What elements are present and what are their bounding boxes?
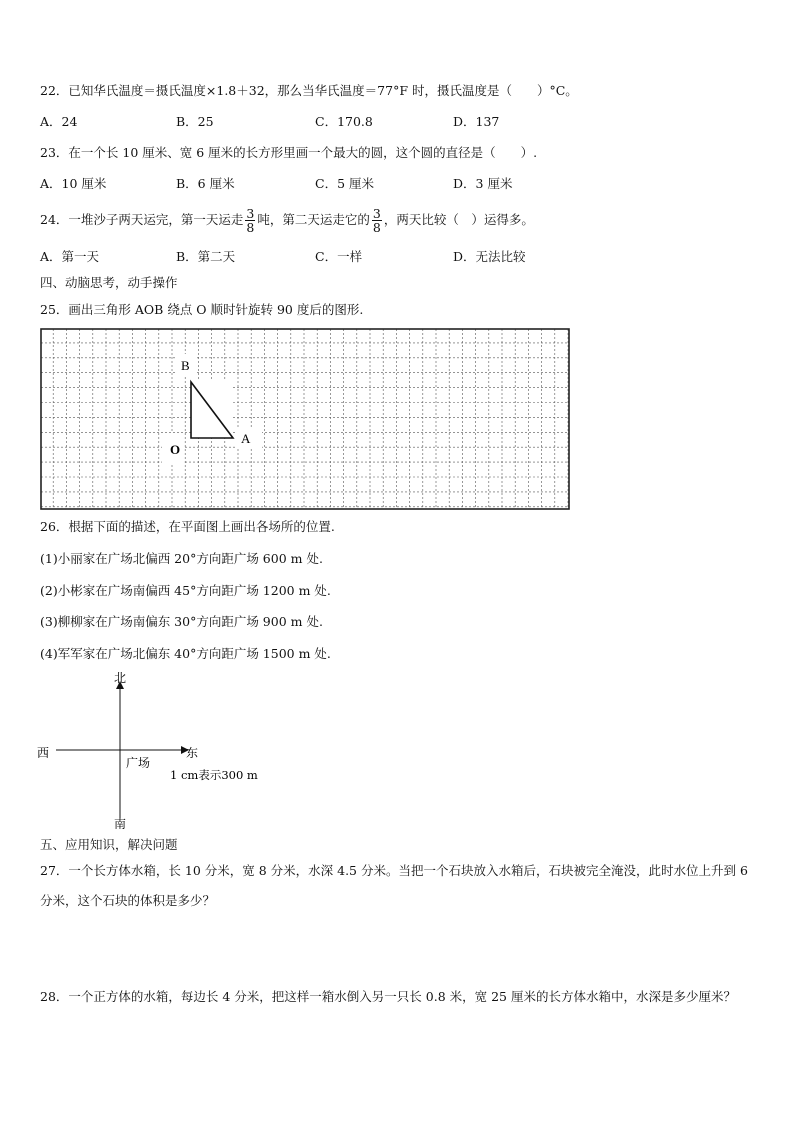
label-o: O: [170, 442, 181, 457]
q23-stem: 23．在一个长 10 厘米、宽 6 厘米的长方形里画一个最大的圆，这个圆的直径是（ ）.: [40, 145, 538, 160]
grid-border: [41, 329, 569, 509]
square-label: 广场: [126, 756, 151, 770]
q28-text: 28．一个正方体的水箱，每边长 4 分米，把这样一箱水倒入另一只长 0.8 米，宽 25 厘米的长方体水箱中，水深是多少厘米？: [40, 989, 736, 1004]
south-label: 南: [114, 817, 127, 831]
q24-part3: ，两天比较（ ）运得多。: [383, 212, 534, 227]
q24-fraction-2-denominator: 8: [372, 220, 381, 235]
q24-fraction-2-numerator: 3: [372, 206, 381, 221]
q24-option-b: B．第二天: [176, 249, 236, 264]
q23-option-b: B．6 厘米: [176, 176, 235, 191]
north-label: 北: [114, 671, 127, 685]
q25-stem: 25．画出三角形 AOB 绕点 O 顺时针旋转 90 度后的图形.: [40, 302, 364, 317]
q26-item-1: (1)小丽家在广场北偏西 20°方向距广场 600 m 处.: [40, 551, 323, 566]
q22-option-d: D．137: [453, 114, 500, 129]
q24-fraction-1: [245, 207, 255, 234]
q26-item-2: (2)小彬家在广场南偏西 45°方向距广场 1200 m 处.: [40, 583, 331, 598]
label-a: A: [241, 431, 251, 446]
q24-fraction-2: [372, 207, 382, 234]
q24-fraction-1-denominator: 8: [246, 220, 255, 235]
scale-label: 1 cm表示300 m: [170, 768, 258, 782]
q25-grid-figure: [40, 328, 570, 510]
q22-stem: 22．已知华氏温度＝摄氏温度×1.8＋32，那么当华氏温度＝77°F 时，摄氏温度是（ ）°C。: [40, 83, 578, 98]
q24-option-d: D．无法比较: [453, 249, 526, 264]
q22-option-b: B．25: [176, 114, 214, 129]
east-label: 东: [186, 746, 199, 760]
q24-option-c: C．一样: [315, 249, 363, 264]
q26-stem: 26．根据下面的描述，在平面图上画出各场所的位置.: [40, 519, 335, 534]
label-b: B: [181, 358, 190, 373]
q22-option-a: A．24: [40, 114, 78, 129]
q23-option-c: C．5 厘米: [315, 176, 374, 191]
q24-part1: 24．一堆沙子两天运完，第一天运走: [40, 212, 244, 227]
section-4-heading: 四、动脑思考，动手操作: [40, 275, 178, 290]
q23-option-d: D．3 厘米: [453, 176, 513, 191]
q23-option-a: A．10 厘米: [40, 176, 107, 191]
q24-option-a: A．第一天: [40, 249, 100, 264]
q26-item-4: (4)军军家在广场北偏东 40°方向距广场 1500 m 处.: [40, 646, 331, 661]
q24-part2: 吨，第二天运走它的: [257, 212, 370, 227]
west-label: 西: [37, 746, 50, 760]
q24-stem: [40, 206, 534, 234]
grid-lines: [41, 329, 569, 509]
q26-item-3: (3)柳柳家在广场南偏东 30°方向距广场 900 m 处.: [40, 614, 323, 629]
q27-text: 27．一个长方体水箱，长 10 分米，宽 8 分米，水深 4.5 分米。当把一个石块放入水箱后，石块被完全淹没，此时水位上升到 6 分米，这个石块的体积是多少？: [40, 863, 748, 908]
section-5-heading: 五、应用知识，解决问题: [40, 837, 178, 852]
q22-option-c: C．170.8: [315, 114, 373, 129]
q24-fraction-1-numerator: 3: [246, 206, 255, 221]
q26-compass-diagram: [30, 668, 280, 838]
